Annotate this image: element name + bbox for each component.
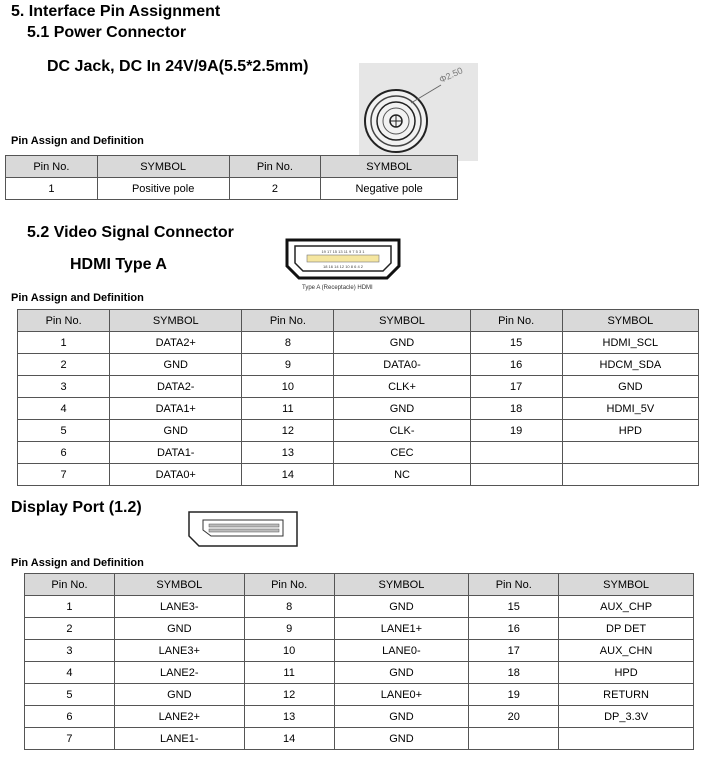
pin-symbol: HPD xyxy=(562,420,698,442)
pin-symbol: GND xyxy=(110,354,242,376)
pin-symbol: DP DET xyxy=(559,618,694,640)
pin-no: 20 xyxy=(469,706,559,728)
pin-no: 11 xyxy=(242,398,334,420)
pin-no xyxy=(469,728,559,750)
table-row xyxy=(25,640,694,662)
hdmi-image xyxy=(283,236,403,296)
pin-no: 4 xyxy=(25,662,115,684)
pin-symbol: GND xyxy=(110,420,242,442)
table-row xyxy=(18,354,699,376)
pin-symbol: GND xyxy=(114,684,244,706)
dc-jack-drawing xyxy=(359,63,478,161)
pin-symbol: DATA2+ xyxy=(110,332,242,354)
table-row xyxy=(18,420,699,442)
pin-no: 11 xyxy=(244,662,334,684)
pin-no: 17 xyxy=(470,376,562,398)
dc-jack-image xyxy=(359,63,478,161)
pin-symbol: LANE2+ xyxy=(114,706,244,728)
table-row xyxy=(25,728,694,750)
pin-no: 8 xyxy=(242,332,334,354)
pin-symbol: GND xyxy=(334,706,469,728)
pin-symbol: CLK- xyxy=(334,420,470,442)
pin-no: 7 xyxy=(18,464,110,486)
displayport-drawing xyxy=(187,510,299,548)
table-row xyxy=(25,684,694,706)
displayport-heading: Display Port (1.2) xyxy=(11,499,142,516)
pin-no: 15 xyxy=(470,332,562,354)
pin-symbol: GND xyxy=(334,596,469,618)
col-header: SYMBOL xyxy=(114,574,244,596)
main-heading: 5. Interface Pin Assignment xyxy=(11,3,221,20)
pin-no: 3 xyxy=(25,640,115,662)
col-header: SYMBOL xyxy=(97,156,229,178)
col-header: SYMBOL xyxy=(321,156,458,178)
table-row xyxy=(18,464,699,486)
pin-no: 14 xyxy=(242,464,334,486)
pin-symbol: NC xyxy=(334,464,470,486)
power-pin-table xyxy=(5,155,458,200)
pin-symbol: LANE1- xyxy=(114,728,244,750)
video-connector-heading: 5.2 Video Signal Connector xyxy=(27,224,234,241)
pin-no: 12 xyxy=(244,684,334,706)
pin-symbol: GND xyxy=(334,662,469,684)
pin-no: 7 xyxy=(25,728,115,750)
pin-symbol: DATA0+ xyxy=(110,464,242,486)
col-header: SYMBOL xyxy=(110,310,242,332)
pin-symbol xyxy=(562,442,698,464)
pin-no: 3 xyxy=(18,376,110,398)
pin-symbol: HDMI_5V xyxy=(562,398,698,420)
pin-symbol: GND xyxy=(334,332,470,354)
table-row xyxy=(18,442,699,464)
pin-no: 13 xyxy=(242,442,334,464)
pin-symbol: DATA0- xyxy=(334,354,470,376)
col-header: Pin No. xyxy=(6,156,98,178)
pin-symbol: LANE3- xyxy=(114,596,244,618)
table-row xyxy=(25,706,694,728)
pin-no: 17 xyxy=(469,640,559,662)
hdmi-top-pin-numbers: 19 17 15 13 11 9 7 5 3 1 xyxy=(321,249,365,254)
pin-symbol: LANE0+ xyxy=(334,684,469,706)
pin-no: 5 xyxy=(25,684,115,706)
table-row xyxy=(18,332,699,354)
pin-no: 15 xyxy=(469,596,559,618)
pin-no: 5 xyxy=(18,420,110,442)
pin-symbol: CEC xyxy=(334,442,470,464)
dc-dim-label: Φ2.50 xyxy=(437,65,465,85)
pin-assign-label-dp: Pin Assign and Definition xyxy=(11,557,144,569)
pin-symbol: AUX_CHP xyxy=(559,596,694,618)
pin-symbol: LANE0- xyxy=(334,640,469,662)
pin-no: 12 xyxy=(242,420,334,442)
pin-no: 9 xyxy=(242,354,334,376)
col-header: Pin No. xyxy=(470,310,562,332)
pin-assign-label-power: Pin Assign and Definition xyxy=(11,135,144,147)
pin-symbol: Negative pole xyxy=(321,178,458,200)
table-row xyxy=(25,662,694,684)
pin-no: 16 xyxy=(470,354,562,376)
pin-symbol: LANE1+ xyxy=(334,618,469,640)
col-header: Pin No. xyxy=(242,310,334,332)
pin-no: 9 xyxy=(244,618,334,640)
pin-symbol: DATA1- xyxy=(110,442,242,464)
pin-symbol: GND xyxy=(114,618,244,640)
pin-no: 4 xyxy=(18,398,110,420)
col-header: SYMBOL xyxy=(562,310,698,332)
col-header: SYMBOL xyxy=(334,574,469,596)
pin-no xyxy=(470,442,562,464)
pin-no: 18 xyxy=(470,398,562,420)
col-header: SYMBOL xyxy=(559,574,694,596)
pin-no: 2 xyxy=(25,618,115,640)
power-connector-heading: 5.1 Power Connector xyxy=(27,24,187,41)
table-row xyxy=(6,178,458,200)
pin-symbol: DP_3.3V xyxy=(559,706,694,728)
pin-symbol: HPD xyxy=(559,662,694,684)
hdmi-pin-table xyxy=(17,309,699,486)
pin-symbol: AUX_CHN xyxy=(559,640,694,662)
hdmi-caption: Type A (Receptacle) HDMI xyxy=(302,285,373,291)
pin-symbol: GND xyxy=(334,728,469,750)
pin-symbol: HDCM_SDA xyxy=(562,354,698,376)
pin-symbol: LANE2- xyxy=(114,662,244,684)
pin-no: 10 xyxy=(244,640,334,662)
pin-symbol: LANE3+ xyxy=(114,640,244,662)
table-row xyxy=(18,398,699,420)
pin-no: 19 xyxy=(469,684,559,706)
table-row xyxy=(18,376,699,398)
pin-no: 1 xyxy=(25,596,115,618)
pin-symbol: HDMI_SCL xyxy=(562,332,698,354)
col-header: Pin No. xyxy=(229,156,321,178)
pin-symbol: DATA1+ xyxy=(110,398,242,420)
col-header: Pin No. xyxy=(469,574,559,596)
pin-symbol xyxy=(562,464,698,486)
hdmi-bottom-pin-numbers: 18 16 14 12 10 8 6 4 2 xyxy=(322,264,364,269)
pin-symbol: Positive pole xyxy=(97,178,229,200)
pin-no: 6 xyxy=(25,706,115,728)
pin-symbol: DATA2- xyxy=(110,376,242,398)
col-header: SYMBOL xyxy=(334,310,470,332)
col-header: Pin No. xyxy=(18,310,110,332)
pin-no: 1 xyxy=(18,332,110,354)
pin-no: 2 xyxy=(18,354,110,376)
pin-symbol xyxy=(559,728,694,750)
pin-symbol: RETURN xyxy=(559,684,694,706)
pin-no xyxy=(470,464,562,486)
pin-symbol: GND xyxy=(562,376,698,398)
displayport-image xyxy=(187,510,299,548)
pin-symbol: GND xyxy=(334,398,470,420)
table-row xyxy=(25,618,694,640)
col-header: Pin No. xyxy=(244,574,334,596)
pin-no: 14 xyxy=(244,728,334,750)
pin-no: 13 xyxy=(244,706,334,728)
pin-no: 2 xyxy=(229,178,321,200)
col-header: Pin No. xyxy=(25,574,115,596)
pin-no: 10 xyxy=(242,376,334,398)
displayport-pin-table xyxy=(24,573,694,750)
pin-symbol: CLK+ xyxy=(334,376,470,398)
pin-no: 19 xyxy=(470,420,562,442)
hdmi-heading: HDMI Type A xyxy=(70,256,167,273)
pin-no: 16 xyxy=(469,618,559,640)
pin-no: 6 xyxy=(18,442,110,464)
dc-jack-spec: DC Jack, DC In 24V/9A(5.5*2.5mm) xyxy=(47,58,309,75)
pin-no: 18 xyxy=(469,662,559,684)
pin-assign-label-hdmi: Pin Assign and Definition xyxy=(11,292,144,304)
pin-no: 1 xyxy=(6,178,98,200)
pin-no: 8 xyxy=(244,596,334,618)
table-row xyxy=(25,596,694,618)
